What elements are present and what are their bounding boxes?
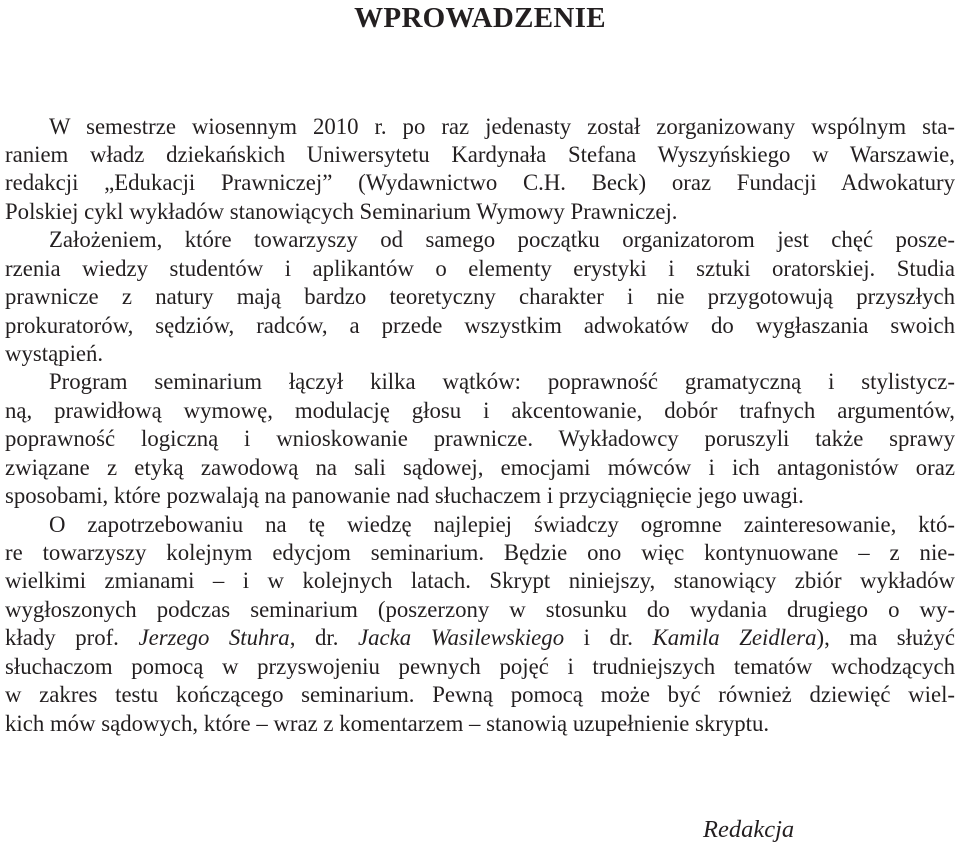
text-segment: , dr.: [289, 625, 358, 650]
text-line: [5, 624, 955, 652]
lecturer-name: Jacka Wasilewskiego: [357, 625, 565, 650]
lecturer-name: Kamila Zeidlera: [652, 625, 817, 650]
text-line: sposobami, które pozwalają na panowanie nad słuchaczem i przyciągnięcie jego uwagi.: [5, 483, 804, 508]
text-line: ną, prawidłową wymowę, modulację głosu i akcentowanie, dobór trafnych argumentów,: [5, 398, 955, 423]
text-line: Polskiej cykl wykładów stanowiących Seminarium Wymowy Prawniczej.: [5, 199, 678, 224]
text-line: prawnicze z natury mają bardzo teoretyczny charakter i nie przygotowują przyszłych: [5, 284, 955, 309]
text-segment: kłady prof.: [5, 625, 139, 650]
text-line: W semestrze wiosennym 2010 r. po raz jedenasty został zorganizowany wspólnym sta-: [49, 114, 955, 139]
signature: Redakcja: [703, 816, 795, 843]
text-line: związane z etyką zawodową na sali sądowej, emocjami mówców i ich antagonistów oraz: [5, 455, 955, 480]
text-line: słuchaczom pomocą w przyswojeniu pewnych pojęć i trudniejszych tematów wchodzących: [5, 654, 955, 679]
page-title: WPROWADZENIE: [354, 2, 606, 34]
text-line: redakcji „Edukacji Prawniczej” (Wydawnictwo C.H. Beck) oraz Fundacji Adwokatury: [5, 170, 955, 195]
text-line: w zakres testu kończącego seminarium. Pewną pomocą może być również dziewięć wiel-: [5, 682, 955, 707]
text-segment: ), ma służyć: [816, 625, 956, 650]
text-line: Założeniem, które towarzyszy od samego początku organizatorom jest chęć posze-: [49, 227, 955, 252]
text-line: wystąpień.: [5, 341, 104, 366]
text-line: poprawność logiczną i wnioskowanie prawnicze. Wykładowcy poruszyli także sprawy: [5, 426, 955, 451]
text-line: wygłoszonych podczas seminarium (poszerzony w stosunku do wydania drugiego o wy-: [5, 597, 955, 622]
text-line: re towarzyszy kolejnym edycjom seminarium. Będzie ono więc kontynuowane – z nie-: [5, 540, 955, 565]
text-line: rzenia wiedzy studentów i aplikantów o elementy erystyki i sztuki oratorskiej. Studia: [5, 256, 955, 281]
text-line: O zapotrzebowaniu na tę wiedzę najlepiej świadczy ogromne zainteresowanie, któ-: [49, 512, 955, 537]
text-segment: i dr.: [564, 625, 653, 650]
lecturer-name: Jerzego Stuhra: [138, 625, 290, 650]
text-line: Program seminarium łączył kilka wątków: poprawność gramatyczną i stylistycz-: [49, 369, 955, 394]
text-line: prokuratorów, sędziów, radców, a przede wszystkim adwokatów do wygłaszania swoich: [5, 313, 955, 338]
text-line: wielkimi zmianami – i w kolejnych latach. Skrypt niniejszy, stanowiący zbiór wykładów: [5, 568, 955, 593]
text-line: raniem władz dziekańskich Uniwersytetu Kardynała Stefana Wyszyńskiego w Warszawie,: [5, 142, 955, 167]
text-line: kich mów sądowych, które – wraz z komentarzem – stanowią uzupełnienie skryptu.: [5, 711, 770, 736]
